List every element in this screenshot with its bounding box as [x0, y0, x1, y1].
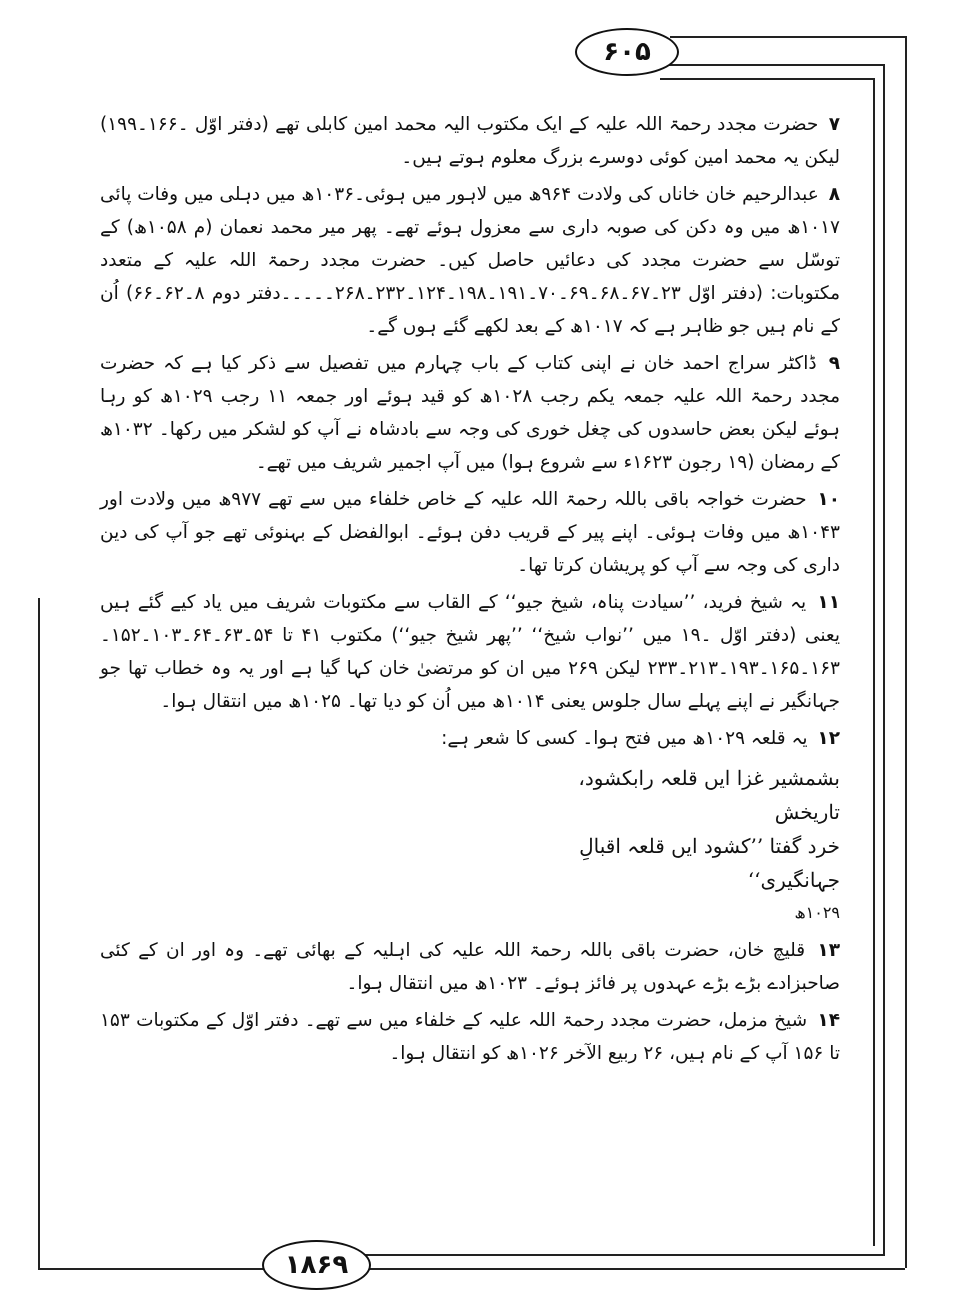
verse-year: ۱۰۲۹ھ	[794, 903, 840, 922]
note-text: شیخ مزمل، حضرت مجدد رحمۃ اللہ علیہ کے خلفاء میں سے تھے۔ دفتر اوّل کے مکتوبات ۱۵۳ تا ۱۵۶ آپ کے نام ہیں، ۲۶ ربیع الآخر ۱۰۲۶ھ کو انتقال ہوا۔	[100, 1010, 840, 1064]
note-12	[100, 722, 840, 755]
note-text: یہ شیخ فرید، ’’سیادت پناہ، شیخ جیو‘‘ کے القاب سے مکتوبات شریف میں یاد کیے گئے ہیں یعنی (دفتر اوّل ۔۱۹ میں ’’نواب شیخ‘‘ ’’پھر شیخ جیو‘‘) مکتوب ۴۱ تا ۵۴۔۶۳۔۶۴۔۱۰۳۔۱۵۲۔۱۶۳۔۱۶۵۔۱۹۳۔۲۱۳۔۲۳۳ لیکن ۲۶۹ میں ان کو مرتضیٰ خان کہا گیا ہے اور یہ وہ خطاب تھا جو جہانگیر نے اپنے پہلے سال جلوس یعنی ۱۰۱۴ھ میں اُن کو دیا تھا۔ ۱۰۲۵ھ میں انتقال ہوا۔	[100, 592, 840, 712]
note-text: ڈاکٹر سراج احمد خان نے اپنی کتاب کے باب چہارم میں تفصیل سے ذکر کیا ہے کہ حضرت مجدد رحمۃ اللہ علیہ جمعہ یکم رجب ۱۰۲۸ھ کو قید ہوئے اور جمعہ ۱۱ رجب ۱۰۲۹ھ کو رہا ہوئے لیکن بعض حاسدوں کی چغل خوری کی وجہ سے بادشاہ نے آپ کو لشکر میں رکھا۔ ۱۰۳۲ھ کے رمضان (۱۹ رجون ۱۶۲۳ء سے شروع ہوا) میں آپ اجمیر شریف میں تھے۔	[100, 353, 840, 473]
note-7	[100, 108, 840, 174]
frame-left-line	[38, 598, 40, 1270]
note-number: ۸	[828, 184, 841, 205]
note-text: حضرت مجدد رحمۃ اللہ علیہ کے ایک مکتوب الیہ محمد امین کابلی تھے (دفتر اوّل ۔۱۶۶۔۱۹۹) لیکن یہ محمد امین کوئی دوسرے بزرگ معلوم ہوتے ہیں۔	[100, 114, 840, 168]
note-10	[100, 483, 840, 582]
frame-bottom-line	[40, 1268, 265, 1270]
note-number: ۱۳	[817, 940, 840, 961]
note-number: ۱۰	[817, 489, 841, 510]
frame-right-line-3	[905, 36, 907, 1268]
bottom-page-number-text: ۱۸۶۹	[284, 1250, 349, 1280]
persian-verse	[510, 761, 840, 897]
footnotes	[100, 108, 840, 1074]
top-page-number	[575, 28, 679, 76]
note-text: یہ قلعہ ۱۰۲۹ھ میں فتح ہوا۔ کسی کا شعر ہے:	[441, 728, 808, 749]
frame-top-line-3	[670, 36, 907, 38]
verse-line-1: بشمشیر غزا ایں قلعہ رابکشود، تاریخش	[578, 766, 840, 824]
note-text: حضرت خواجہ باقی باللہ رحمۃ اللہ علیہ کے خاص خلفاء میں سے تھے ۹۷۷ھ میں ولادت اور ۱۰۴۳ھ میں وفات ہوئی۔ اپنے پیر کے قریب دفن ہوئے۔ ابوالفضل کے بہنوئی تھے جو آپ کی دین داری کی وجہ سے آپ کو پریشان کرتا تھا۔	[100, 489, 840, 576]
note-text: عبدالرحیم خان خاناں کی ولادت ۹۶۴ھ میں لاہور میں ہوئی۔۱۰۳۶ھ میں دہلی میں وفات پائی ۱۰۱۷ھ میں وہ دکن کی صوبہ داری سے معزول ہوئے تھے۔ پھر میر محمد نعمان (م ۱۰۵۸ھ) کے توسّل سے حضرت مجدد کی دعائیں حاصل کیں۔ حضرت مجدد رحمۃ اللہ علیہ کے متعدد مکتوبات: (دفتر اوّل ۲۳۔۶۷۔۶۸۔۶۹۔۷۰۔۱۹۱۔۱۹۸۔۱۲۴۔۲۳۲۔۲۶۸۔۔۔۔۔دفتر دوم ۸۔۶۲۔۶۶) اُن کے نام ہیں جو ظاہر ہے کہ ۱۰۱۷ھ کے بعد لکھے گئے ہوں گے۔	[100, 184, 840, 337]
verse-line-2: خرد گفتا ’’کشود ایں قلعہ اقبالِ جہانگیری‘‘	[579, 834, 840, 892]
note-9	[100, 347, 840, 479]
note-number: ۱۲	[817, 728, 840, 749]
top-page-number-text: ۶۰۵	[603, 37, 651, 67]
frame-right-line	[883, 64, 885, 1254]
frame-right-line-2	[873, 78, 875, 1246]
note-13	[100, 934, 840, 1000]
frame-top-line-2	[660, 78, 875, 80]
note-14	[100, 1004, 840, 1070]
frame-bottom-line-right	[365, 1268, 905, 1270]
note-number: ۷	[828, 114, 840, 135]
note-11	[100, 586, 840, 718]
frame-bottom-line-2	[365, 1254, 885, 1256]
bottom-page-number	[262, 1240, 371, 1290]
note-number: ۹	[828, 353, 840, 374]
frame-top-line	[660, 64, 885, 66]
note-text: قلیچ خان، حضرت باقی باللہ رحمۃ اللہ علیہ کی اہلیہ کے بھائی تھے۔ وہ اور ان کے کئی صاحبزادے بڑے بڑے عہدوں پر فائز ہوئے۔ ۱۰۲۳ھ میں انتقال ہوا۔	[100, 940, 840, 994]
note-number: ۱۱	[817, 592, 840, 613]
note-number: ۱۴	[817, 1010, 840, 1031]
note-8	[100, 178, 840, 343]
